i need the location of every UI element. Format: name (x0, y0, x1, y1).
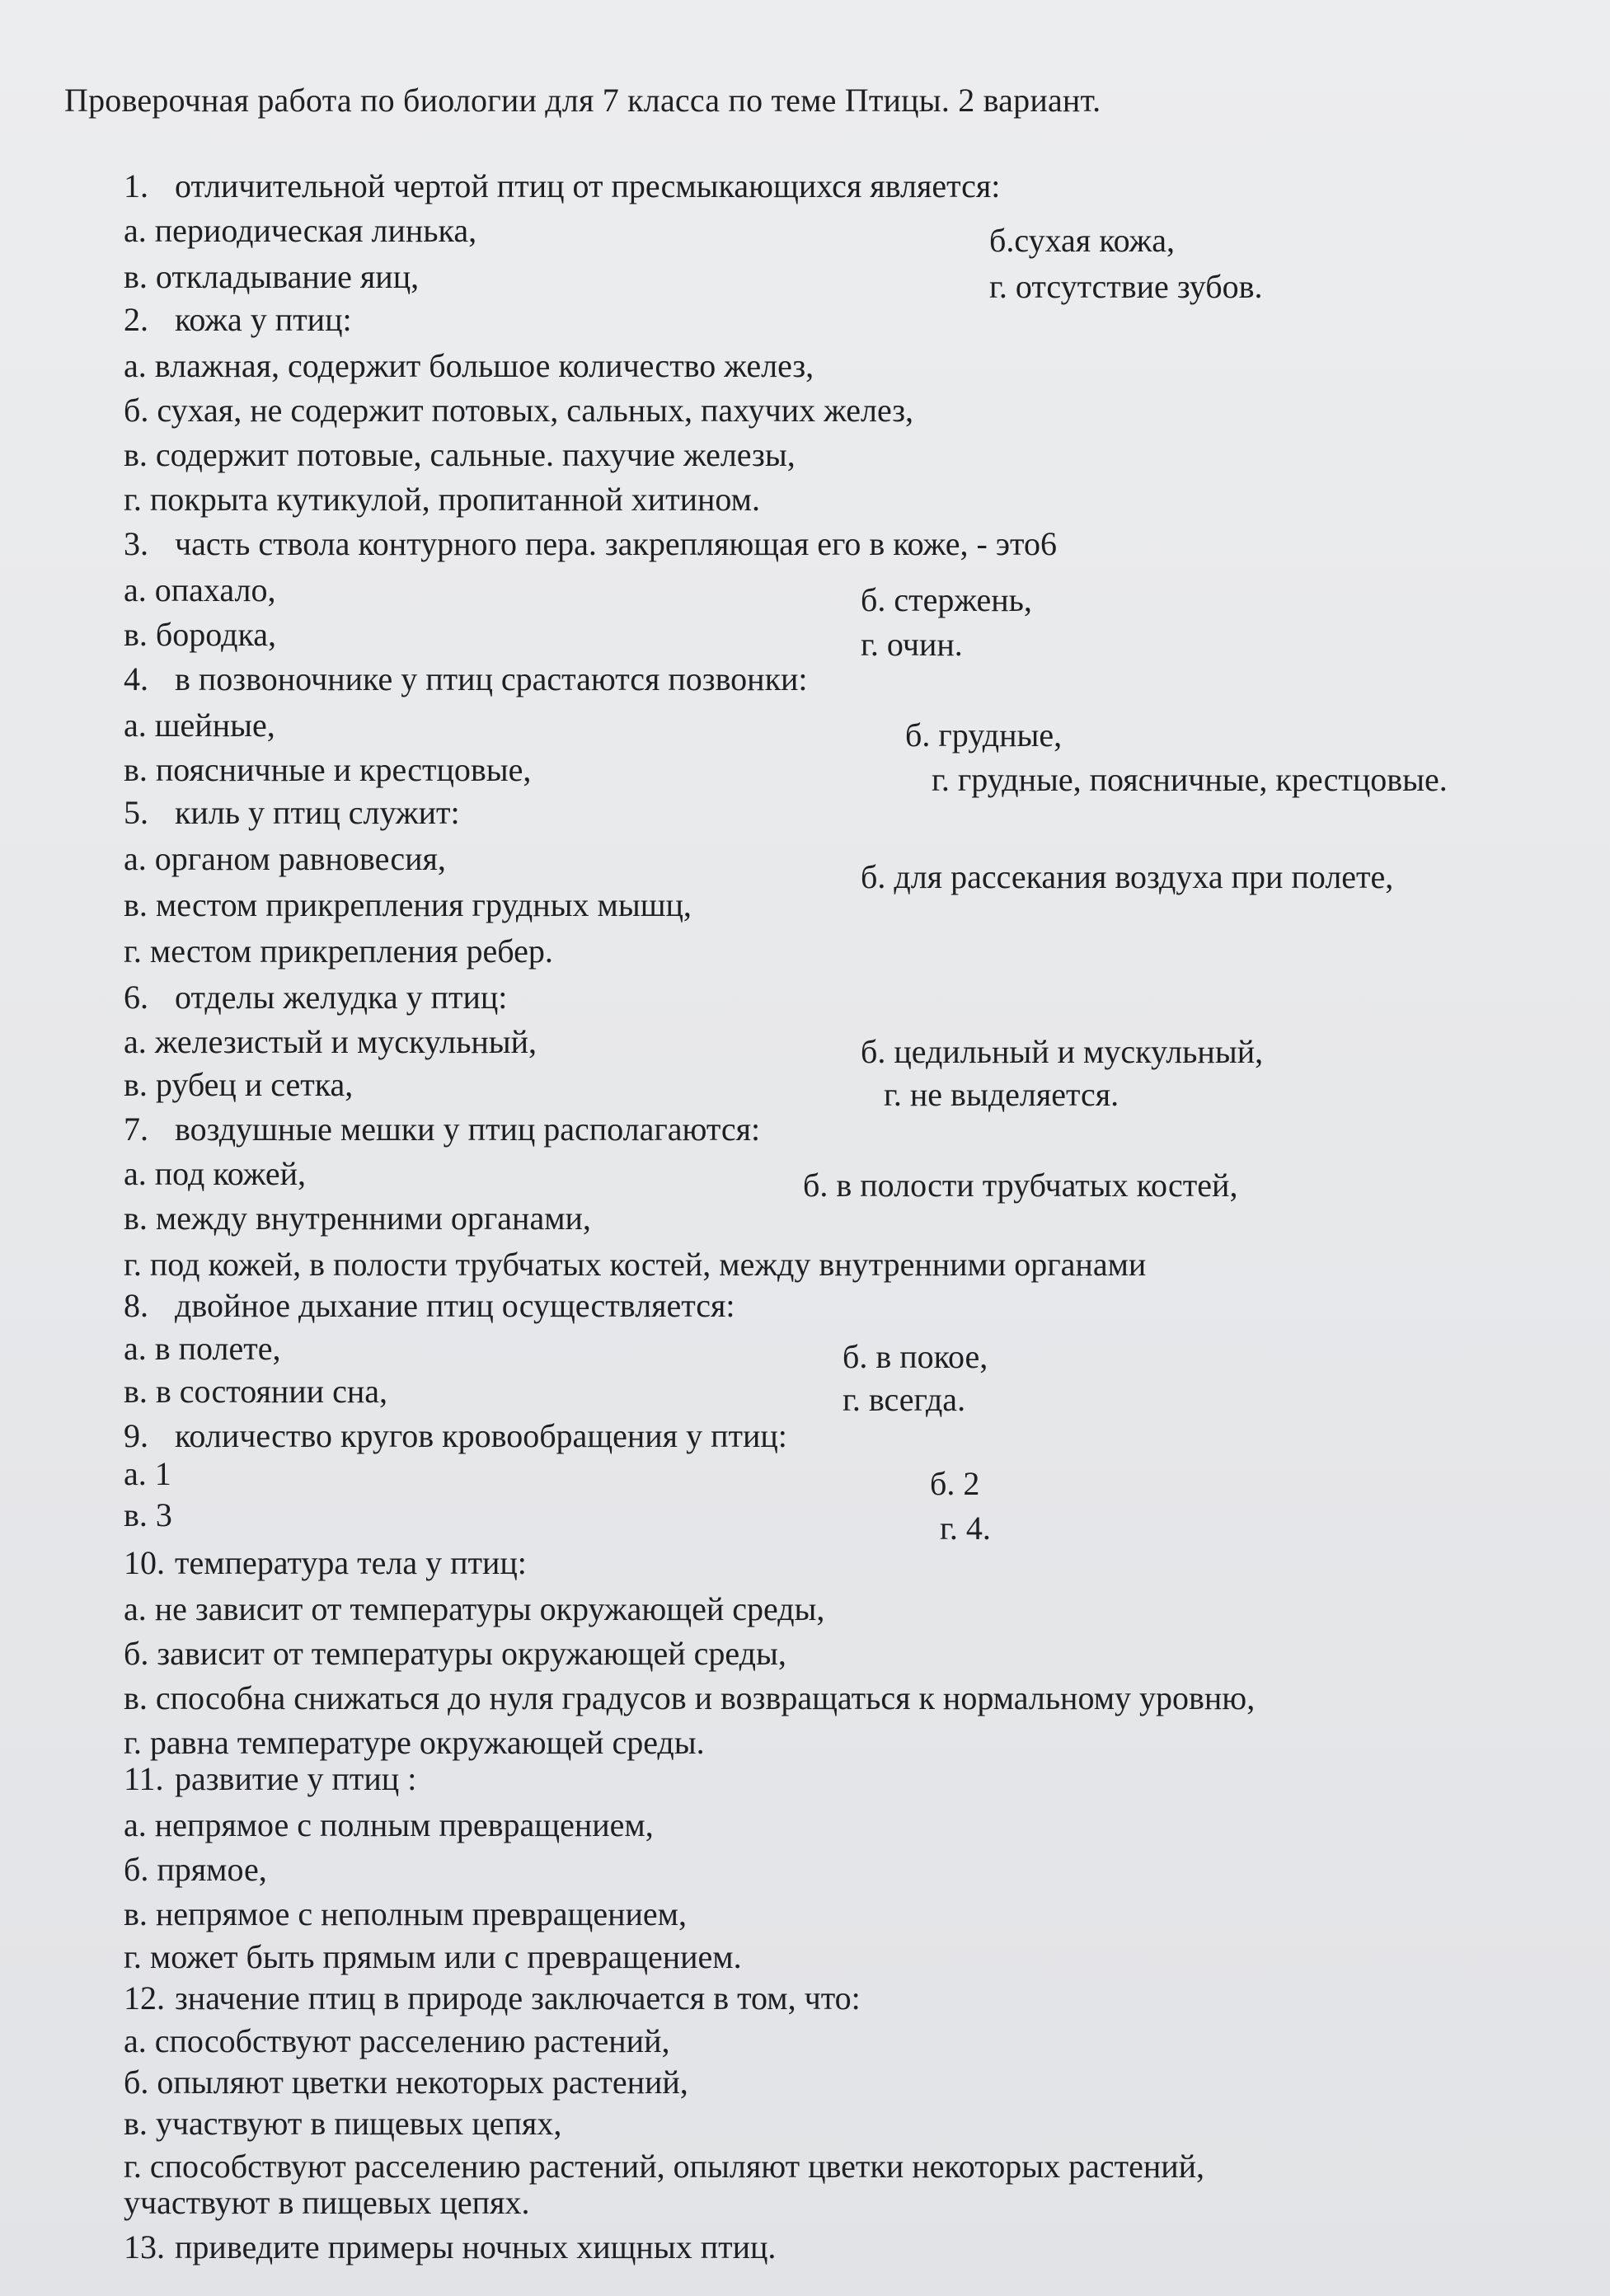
question-text: температура тела у птиц: (175, 1544, 527, 1581)
question-text: в позвоночнике у птиц срастаются позвонки: (175, 660, 808, 697)
question-text: двойное дыхание птиц осуществляется: (175, 1287, 735, 1324)
question-number: 9. (124, 1417, 148, 1454)
answer-b: б. в полости трубчатых костей, (803, 1167, 1238, 1204)
question-text: часть ствола контурного пера. закрепляющая его в коже, - это6 (175, 525, 1057, 562)
answer-g: г. способствуют расселению растений, опыляют цветки некоторых растений, (124, 2148, 1205, 2185)
answer-a: а. опахало, (124, 571, 276, 608)
answer-b: б. зависит от температуры окружающей среды, (124, 1635, 786, 1672)
question-text: отличительной чертой птиц от пресмыкающихся является: (175, 167, 1001, 204)
answer-a: а. периодическая линька, (124, 212, 477, 249)
question-number: 5. (124, 794, 148, 831)
question-text: отделы желудка у птиц: (175, 979, 508, 1016)
answer-a: а. органом равновесия, (124, 840, 446, 877)
answer-g: г. 4. (940, 1510, 991, 1547)
answer-g: г. под кожей, в полости трубчатых костей, между внутренними органами (124, 1246, 1147, 1283)
answer-a: а. способствуют расселению растений, (124, 2022, 670, 2059)
question-text: количество кругов кровообращения у птиц: (175, 1417, 787, 1454)
answer-a: а. непрямое с полным превращением, (124, 1806, 654, 1843)
answer-b: б. грудные, (905, 716, 1063, 754)
answer-v: в. способна снижаться до нуля градусов и возвращаться к нормальному уровню, (124, 1679, 1256, 1716)
answer-v: в. поясничные и крестцовые, (124, 751, 532, 788)
answer-a: а. 1 (124, 1455, 171, 1492)
question-text: воздушные мешки у птиц располагаются: (175, 1110, 761, 1148)
question-8 (124, 1286, 735, 1326)
question-text: приведите примеры ночных хищных птиц. (175, 2228, 777, 2265)
answer-b: б. для рассекания воздуха при полете, (861, 858, 1394, 895)
answer-g: г. отсутствие зубов. (989, 268, 1263, 305)
answer-v: в. в состоянии сна, (124, 1373, 387, 1410)
answer-b: б. в покое, (843, 1338, 988, 1375)
question-number: 8. (124, 1287, 148, 1324)
answer-b: б. стержень, (861, 581, 1032, 618)
answer-v: в. между внутренними органами, (124, 1200, 591, 1237)
question-12 (124, 1979, 861, 2018)
answer-v: в. бородка, (124, 616, 277, 653)
question-6 (124, 978, 507, 1017)
answer-b: б. опыляют цветки некоторых растений, (124, 2064, 688, 2101)
answer-a: а. железистый и мускульный, (124, 1023, 537, 1060)
question-number: 13. (124, 2228, 165, 2265)
question-5 (124, 793, 460, 833)
answer-v: в. откладывание яиц, (124, 258, 420, 295)
answer-b: б. сухая, не содержит потовых, сальных, пахучих желез, (124, 392, 914, 429)
question-11 (124, 1759, 416, 1799)
question-number: 7. (124, 1110, 148, 1148)
question-text: развитие у птиц : (175, 1760, 417, 1797)
answer-a: а. шейные, (124, 707, 275, 744)
question-number: 4. (124, 660, 148, 697)
answer-g: г. грудные, поясничные, крестцовые. (932, 761, 1448, 798)
question-number: 11. (124, 1760, 164, 1797)
page-title: Проверочная работа по биологии для 7 класса по теме Птицы. 2 вариант. (64, 82, 1101, 119)
answer-a: а. влажная, содержит большое количество желез, (124, 347, 814, 384)
answer-g: г. не выделяется. (884, 1076, 1119, 1113)
question-number: 6. (124, 979, 148, 1016)
answer-a: а. не зависит от температуры окружающей среды, (124, 1590, 825, 1627)
answer-v: в. содержит потовые, сальные. пахучие железы, (124, 436, 796, 473)
answer-v: в. непрямое с неполным превращением, (124, 1895, 687, 1932)
answer-g-continued: участвуют в пищевых цепях. (124, 2184, 530, 2221)
answer-b: б. цедильный и мускульный, (861, 1033, 1264, 1070)
answer-g: г. покрыта кутикулой, пропитанной хитином. (124, 481, 760, 518)
question-number: 10. (124, 1544, 165, 1581)
answer-v: в. рубец и сетка, (124, 1066, 354, 1103)
answer-g: г. местом прикрепления ребер. (124, 932, 553, 970)
question-1 (124, 167, 1000, 206)
question-13 (124, 2228, 776, 2267)
question-4 (124, 660, 808, 699)
question-2 (124, 300, 352, 340)
answer-g: г. всегда. (843, 1381, 966, 1418)
answer-v: в. местом прикрепления грудных мышц, (124, 886, 692, 923)
answer-b: б. 2 (930, 1465, 980, 1502)
question-number: 1. (124, 167, 148, 204)
question-10 (124, 1543, 527, 1583)
question-number: 3. (124, 525, 148, 562)
answer-a: а. в полете, (124, 1330, 281, 1367)
question-text: киль у птиц служит: (175, 794, 460, 831)
question-text: значение птиц в природе заключается в том, что: (175, 1979, 861, 2017)
answer-v: в. участвуют в пищевых цепях, (124, 2105, 562, 2142)
question-text: кожа у птиц: (175, 301, 352, 338)
question-number: 12. (124, 1979, 165, 2017)
answer-b: б. прямое, (124, 1851, 267, 1888)
answer-g: г. очин. (861, 626, 963, 663)
answer-a: а. под кожей, (124, 1155, 307, 1192)
question-9 (124, 1416, 787, 1456)
answer-g: г. равна температуре окружающей среды. (124, 1724, 705, 1761)
question-number: 2. (124, 301, 148, 338)
answer-b: б.сухая кожа, (989, 222, 1175, 259)
answer-v: в. 3 (124, 1496, 172, 1533)
question-3 (124, 524, 1057, 564)
answer-g: г. может быть прямым или с превращением. (124, 1938, 742, 1975)
question-7 (124, 1110, 760, 1149)
